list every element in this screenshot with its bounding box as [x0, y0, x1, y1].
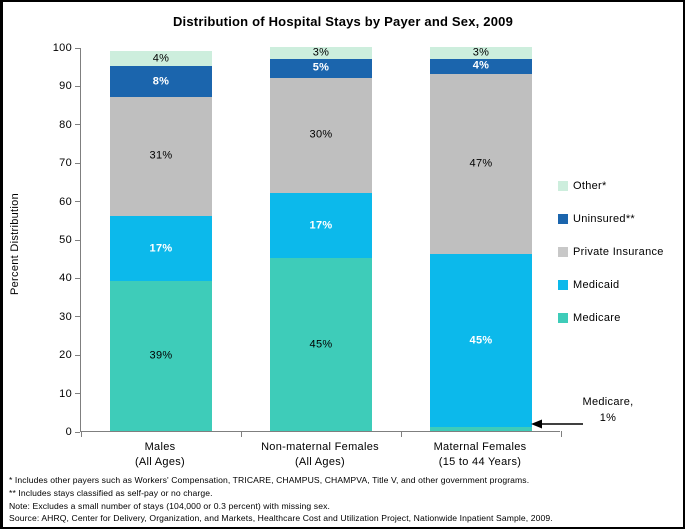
- bar-segment: [270, 47, 372, 59]
- bar-segment-label: 3%: [472, 46, 490, 59]
- legend-swatch-icon: [558, 214, 568, 224]
- stacked-bar: [270, 47, 372, 431]
- legend-swatch-icon: [558, 181, 568, 191]
- bar-segment-label: 17%: [149, 242, 173, 255]
- bar-segment: [430, 74, 532, 254]
- x-category-label-line2: (All Ages): [294, 456, 346, 468]
- bar-segment: [430, 47, 532, 59]
- y-tick-mark: [75, 86, 80, 87]
- y-tick-mark: [75, 316, 80, 317]
- annotation-line2: 1%: [599, 412, 617, 424]
- x-tick-mark: [561, 431, 562, 437]
- legend-label: Medicaid: [573, 278, 620, 291]
- y-tick-label: 30: [59, 310, 72, 323]
- bar-segment-label: 47%: [469, 157, 493, 170]
- x-tick-mark: [241, 431, 242, 437]
- bar-segment: [430, 59, 532, 74]
- y-tick-mark: [75, 393, 80, 394]
- annotation-arrow-icon: [531, 418, 585, 430]
- legend-item: [558, 169, 664, 202]
- y-tick-mark: [75, 124, 80, 125]
- bar-segment-label: 4%: [472, 59, 490, 72]
- bar-segment-label: 31%: [149, 149, 173, 162]
- footnote-note: Note: Excludes a small number of stays (104,000 or 0.3 percent) with missing sex.: [9, 500, 330, 511]
- bar-segment: [270, 59, 372, 78]
- y-tick-mark: [75, 48, 80, 49]
- bar-segment: [430, 254, 532, 427]
- bar-segment-label: 5%: [312, 61, 330, 74]
- footnote-uninsured: ** Includes stays classified as self-pay or no charge.: [9, 487, 213, 498]
- bar-segment: [430, 427, 532, 431]
- y-tick-label: 20: [59, 349, 72, 362]
- bar-segment: [110, 97, 212, 216]
- stacked-bar: [110, 47, 212, 431]
- legend-swatch-icon: [558, 247, 568, 257]
- y-tick-mark: [75, 201, 80, 202]
- x-category-label-line2: (All Ages): [134, 456, 186, 468]
- y-tick-mark: [75, 240, 80, 241]
- y-tick-label: 50: [59, 234, 72, 246]
- x-category-label: [398, 440, 562, 470]
- legend-item: [558, 301, 664, 334]
- annotation-line1: Medicare,: [582, 396, 634, 408]
- bar-segment: [270, 78, 372, 193]
- legend-label: Uninsured**: [573, 212, 636, 225]
- legend-item: [558, 202, 664, 235]
- legend-item: [558, 235, 664, 268]
- y-tick-label: 100: [52, 42, 72, 54]
- bar-segment-label: 45%: [309, 338, 333, 351]
- legend-label: Medicare: [573, 311, 621, 324]
- bar-segment-label: 3%: [312, 46, 330, 59]
- bar-segment: [110, 66, 212, 97]
- bar-segment-label: 8%: [152, 75, 170, 88]
- bar-segment-label: 17%: [309, 219, 333, 232]
- legend-swatch-icon: [558, 313, 568, 323]
- legend-label: Other*: [573, 179, 607, 192]
- plot-area: [52, 42, 560, 438]
- x-tick-mark: [401, 431, 402, 437]
- y-tick-label: 0: [65, 426, 72, 438]
- x-category-label: [238, 440, 402, 470]
- y-tick-mark: [75, 163, 80, 164]
- legend-swatch-icon: [558, 280, 568, 290]
- x-category-label-line2: (15 to 44 Years): [438, 456, 522, 468]
- bar-segment-label: 30%: [309, 128, 333, 141]
- y-tick-label: 60: [59, 195, 72, 208]
- y-tick-label: 40: [59, 272, 72, 285]
- stacked-bar: [430, 47, 532, 431]
- x-category-label-line1: Males: [144, 441, 176, 453]
- footnote-other: * Includes other payers such as Workers' Compensation, TRICARE, CHAMPUS, CHAMPVA, Title V, and other government programs.: [9, 475, 530, 485]
- y-tick-label: 80: [59, 118, 72, 131]
- bar-segment: [270, 193, 372, 258]
- y-tick-label: 10: [59, 387, 72, 400]
- footnote-source: Source: AHRQ, Center for Delivery, Organization, and Markets, Healthcare Cost and Utilization Project, Nationwide Inpatient Sample, 2009.: [9, 513, 553, 524]
- x-tick-mark: [81, 431, 82, 437]
- bar-segment: [110, 51, 212, 66]
- bar-segment-label: 39%: [149, 349, 173, 362]
- bar-segment: [270, 258, 372, 431]
- y-tick-mark: [75, 355, 80, 356]
- bar-segment-label: 4%: [152, 52, 170, 65]
- y-axis-title-text: Percent Distribution: [9, 193, 21, 295]
- chart-title: Distribution of Hospital Stays by Payer and Sex, 2009: [172, 14, 514, 29]
- y-tick-mark: [75, 432, 80, 433]
- x-category-label: [78, 440, 242, 470]
- legend: [558, 169, 664, 334]
- y-tick-label: 90: [59, 80, 72, 93]
- bar-segment: [110, 216, 212, 281]
- x-category-label-line1: Maternal Females: [433, 441, 527, 453]
- bar-segment: [110, 281, 212, 431]
- bar-segment-label: 45%: [469, 334, 493, 347]
- y-tick-mark: [75, 278, 80, 279]
- footnotes: [9, 474, 685, 525]
- legend-label: Private Insurance: [573, 245, 664, 258]
- y-tick-label: 70: [59, 157, 72, 170]
- legend-item: [558, 268, 664, 301]
- x-category-label-line1: Non-maternal Females: [261, 441, 379, 453]
